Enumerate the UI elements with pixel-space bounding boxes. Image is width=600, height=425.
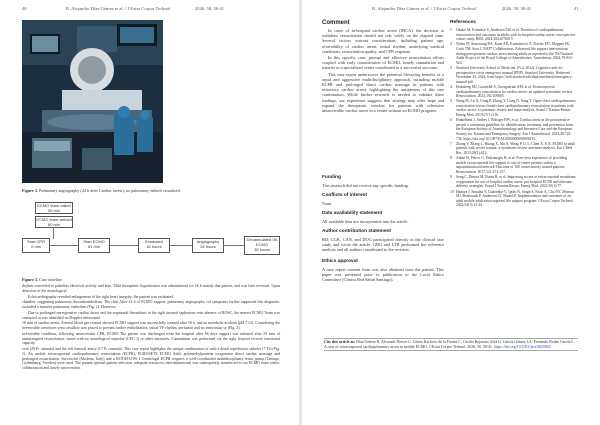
reference-number: 10 (450, 189, 454, 194)
reference-item (450, 118, 578, 141)
conflicts-text: None. (322, 201, 333, 206)
funding-text: This research did not receive any specific funding. (322, 183, 409, 188)
references-heading: References (450, 20, 476, 25)
left-body-paragraph: Due to prolonged unresponsive cardiac arrest and the segmental thrombosis in the right internal saphenous vein absence of ROSC, the nearest ECMO Team was contacted at was identified on Doppler ultrasound. (22, 310, 280, 320)
author-contribution-text: RD, CGK, CAN, and DOG participated directly in the clinical case study and wrote the article. GBG and LFR performed the reference analysis and all authors contributed to the revision. (322, 237, 444, 253)
reference-item (450, 175, 578, 189)
timeline-box-angiography (192, 238, 224, 253)
reference-text: Stanford University School of Medicine. (N.d. 2022). Cognitive aids for perioperative crisis emergency manual [PDF]. Stanford University. Retrieved November 25, 2024, from https://web.stanford.edu/dept/anesthesia/emergency-manual.pdf. (456, 65, 573, 84)
comment-text (322, 28, 444, 114)
reference-item (450, 28, 578, 42)
reference-number: 7 (450, 141, 452, 146)
funding-heading: Funding (322, 175, 341, 180)
figure3-caption (22, 277, 282, 282)
comment-paragraph: This case report underscores the potential lifesaving benefits of a rapid and aggressive multidisciplinary approach, including mobile ECPR and prolonged direct cardiac massage in patients with refractory cardiac arrest, highlighting the uniqueness of this rare combination. While further research is needed to validate these findings, our experience suggests that strategy may offer hope and expand the therapeutic window for patients with otherwise unsurvivable cardiac arrest in a center without an ECMO program. (322, 71, 444, 114)
figure2-caption (22, 188, 282, 193)
cite-text: Díaz Gómez R, Alvarado Nieves C, Gloria Karlovic de la Fuente C, Cecilia Bejarano Alva G, García Gómez LA, Fernando Rodas García L. A case of extracorporeal cardiopulmonary arrest in mobile ECMO. J Extra Corpor Technol. 2026, 58, 38-41. (324, 340, 575, 349)
comment-heading: Comment (322, 20, 350, 26)
right-header-authors: R. Alejandro Díaz Gómez et al. / J Extra Corpor Technol (372, 6, 477, 11)
timeline-box-title: Extubated (144, 239, 163, 244)
references-list (450, 28, 578, 209)
timeline-box-start-ecmo (78, 238, 110, 253)
reference-item (450, 99, 578, 117)
reference-number: 9 (450, 175, 452, 180)
reference-number: 4 (450, 84, 452, 89)
conflicts-heading: Conflicts of interest (322, 193, 368, 198)
reference-number: 2 (450, 42, 452, 47)
timeline-box-title: Start ECMO (83, 239, 105, 244)
reference-number: 3 (450, 65, 452, 70)
timeline-box-time: 30 hours (254, 247, 270, 252)
cite-doi-link[interactable]: https://doi.org/10.1051/ject/2025003 (493, 344, 551, 349)
right-header-citation: 2026, 58, 38-41 (502, 6, 532, 11)
reference-number: 6 (450, 118, 452, 123)
cite-label: Cite this article as: (324, 340, 356, 344)
timeline-box-ecmo-called (35, 202, 73, 214)
reference-text: Zhang Y, Zhang L, Huang X, Ma N, Wang P, Li L, Chen X, Ji X. ECMO in adult patients with severe trauma: a systematic review and meta-analysis. Eur J Med Res. 2023;28(1):412. (456, 141, 576, 155)
figure2-caption-text: Pulmonary angiography (24 h after Cardiac arrest), no pulmonary emboli visualized. (39, 188, 181, 193)
timeline-box-time: 50 min (47, 208, 60, 213)
timeline-box-time: 81 min (87, 244, 100, 249)
timeline-box-title: Angiography (196, 239, 220, 244)
timeline-box-start-cpr (22, 238, 50, 253)
reference-text: Okubo M, Komukai S, Andersen LW, et al. Duration of cardiopulmonary resuscitation and outcomes in adults with in-hospital cardiac arrest: retrospective cohort study. BMJ. 2024;384:e076019. (456, 28, 576, 42)
figure2-label: Figure 2. (22, 188, 38, 193)
angiography-photo (22, 20, 163, 183)
reference-text: Hinkelbein J, Andres J, Böttiger BW, et al. Cardiac arrest in the perioperative period: a consensus guideline for identification, treatment, and prevention from the European Society of Anaesthesiology and Intensive Care and the European Society for Trauma and Emergency Surgery. Eur J Anaesthesiol. 2023;40:724-736. https://doi.org/10.1097/EJA.0000000000001813. (456, 118, 574, 141)
timeline-box-ecmo-arrived (35, 216, 73, 228)
left-body-paragraph: chamber, suggesting pulmonary thromboembolism. The clini After 24 h of ECMO support, pulmonary angiography cal symptoms further supported this diagnosis. excluded a massive pulmonary embolism (Fig. 2). However, (22, 300, 280, 309)
author-contribution-heading: Author contribution statement (322, 229, 392, 234)
timeline-box-decannulated (244, 236, 280, 255)
cite-box (324, 338, 578, 351)
timeline-box-title: ECMO team arrived (36, 217, 72, 222)
reference-item (450, 42, 578, 65)
reference-item (450, 66, 578, 84)
timeline-box-time: 24 hours (200, 244, 216, 249)
reference-item (450, 85, 578, 99)
reference-item (450, 142, 578, 156)
ethics-heading: Ethics approval (322, 259, 358, 264)
left-body-paragraph: 18 min of cardiac arrest. Arterial blood gas control showed ECMO support was successfully weaned after 50 h, and an metabolic acidosis (pH 7.12). Considering the irreversible waveform vena cavallow was placed to prevent further embolization, initial VF rhythm, perfusion and no ventricular sy (Fig. 3). (22, 321, 280, 330)
reference-text: Hadaya J, Sanaiha Y, Gudzenko V, Qadir N, Singh S, Nsair A, Chu NY, Moreau MJ, Benharash P, Anderson CJ, Rinard P. Implementation and outcomes of an adult mobile adult extracorporeal life support program. J Extra Corpor Technol. 2022;54(1):12-24. (456, 189, 574, 208)
left-header-authors: R. Alejandro Díaz Gómez et al. / J Extra Corpor Technol (66, 6, 171, 11)
figure3-caption-text: Case timeline. (39, 277, 63, 282)
reference-text: Aubin H, Petrov G, Dalyanoglu H, et al. Four-year experience of providing mobile extracorporeal life support to out-of-center patients within a suprainstitutional network-Outcome of 160 consecutively treated patients. Resuscitation. 2017;121:151-157. (456, 156, 568, 174)
timeline-box-title: Decannulated VA ECMO (246, 237, 278, 247)
reference-text: Nolan JP, Armstrong RA, Kane AD, Kursumovic E, Davies MT, Moppett IK, Cook TM, Soar J, NAP7 Collaborators. Advanced life support interventions during perioperative cardiac arrest among adults as reported to the 7th National Audit Project of the Royal College of Anaesthetists. Anaesthesia. 2024;79:914-923. (456, 42, 574, 65)
data-availability-heading: Data availability statement (322, 211, 383, 216)
figure3-label: Figure 3. (22, 277, 38, 282)
operating-room-image (22, 20, 163, 183)
timeline-box-time: 16 hours (146, 244, 162, 249)
comment-paragraph: In this specific case, prompt and effective resuscitation efforts coupled with early consideration of ECMO, timely cannulation and transfer to a specialized center contributed to a successful outcome. (322, 55, 444, 71)
left-body-text (22, 284, 280, 372)
reference-item (450, 156, 578, 174)
ethics-text: A case report consent form was also obtained from the patient. This paper was presented prior to publication to the Local Ethics Committee (Clinica Red Salud Santiago). (322, 267, 444, 283)
timeline-connector (53, 227, 54, 239)
left-body-paragraph: rhythm converted to pulseless electrical activity and kept. Mild therapeutic hypothermia was administered for 16 h mainly that pattern, and was later reversed. Upon detection of the neurological (22, 284, 280, 293)
reference-text: Holmberg MJ, Granfeldt A, Guerguerian AM, et al. Extracorporeal cardiopulmonary resuscitation for cardiac arrest: an updated systematic review. Resuscitation. 2023;182:109665. (456, 84, 573, 99)
left-body-paragraph: Echocardiography revealed enlargement of the right heart integrity, the patient was extubated. (28, 294, 175, 299)
timeline-box-time: 0 min (31, 244, 41, 249)
right-page-number: 41 (574, 6, 579, 11)
case-timeline (22, 200, 302, 275)
comment-paragraph: In cases of in-hospital cardiac arrest (IHCA), the decision to withdraw resuscitation should not rely solely on the elapsed time. Several factors warrant consideration, including patient age, reversibility of cardiac arrest, initial rhythm, underlying medical conditions, resuscitation quality, and CPR response. (322, 28, 444, 54)
left-body-paragraph: vein (29 Fr cannula) and the left femoral artery (17 Fr cannula). This case report highlights the unique combination of with a distal reperfusion catheter (7 Fr) (Fig. 1). An mobile extracorporeal cardiopulmonary resuscitation (ECPR), EUROSETS ECMO Adult polymethylpentene oxygenator direct cardiac massage and prolonged resuscitation. Successful (Modena, Italy) and a ROTAFLOW I Centrifugal ECPR requires a well-coordinated multidisciplinary team, pump (Getinge, Gothenburg, Sweden) were used. The patient optimal patient selection, adequate resources, interinstitutional was subsequently transferred to our ECMO team center. collaboration and timely intervention. (22, 347, 280, 370)
reference-number: 5 (450, 99, 452, 104)
reference-item (450, 190, 578, 208)
reference-text: Wang M, Lu X, Gong P, Zhong Y, Gong D, Song Y. Open-chest cardiopulmonary resuscitation versus closed-chest cardiopulmonary resuscitation in patients with cardiac arrest: a systematic review and meta-analysis. Scand J Trauma Resusc Emerg Med. 2019;27(1):116. (456, 99, 577, 118)
reference-text: Song C, Dennis M, Burns B, et al. Improving access to extracorporeal membrane oxygenation for out of hospital cardiac arrest: pre-hospital ECPR and alternate delivery strategies. Scand J Trauma Resusc Emerg Med. 2022;30(1):77. (456, 175, 576, 189)
data-availability-text: All available data are incorporated into the article. (322, 219, 409, 224)
timeline-box-extubated (138, 238, 170, 253)
timeline-box-title: Start CPR (26, 239, 45, 244)
left-body-paragraph: irreversible condition, following unsuccessful CPR, ECMO The patient was discharged from the hospital after 64 days support was initiated after 81 min of uninterrupted resuscitation, stated with no neurological sequelae (CPC 1) or other measures. Cannulation was performed via the right femoral recover functional capacity. (22, 331, 280, 346)
right-page (302, 0, 600, 425)
reference-number: 1 (450, 28, 452, 32)
reference-number: 8 (450, 156, 452, 161)
timeline-box-time: 60 min (47, 222, 60, 227)
left-page-number: 40 (22, 6, 27, 11)
left-header-citation: 2026, 58, 38-41 (195, 6, 225, 11)
timeline-box-title: ECMO team called (37, 203, 71, 208)
